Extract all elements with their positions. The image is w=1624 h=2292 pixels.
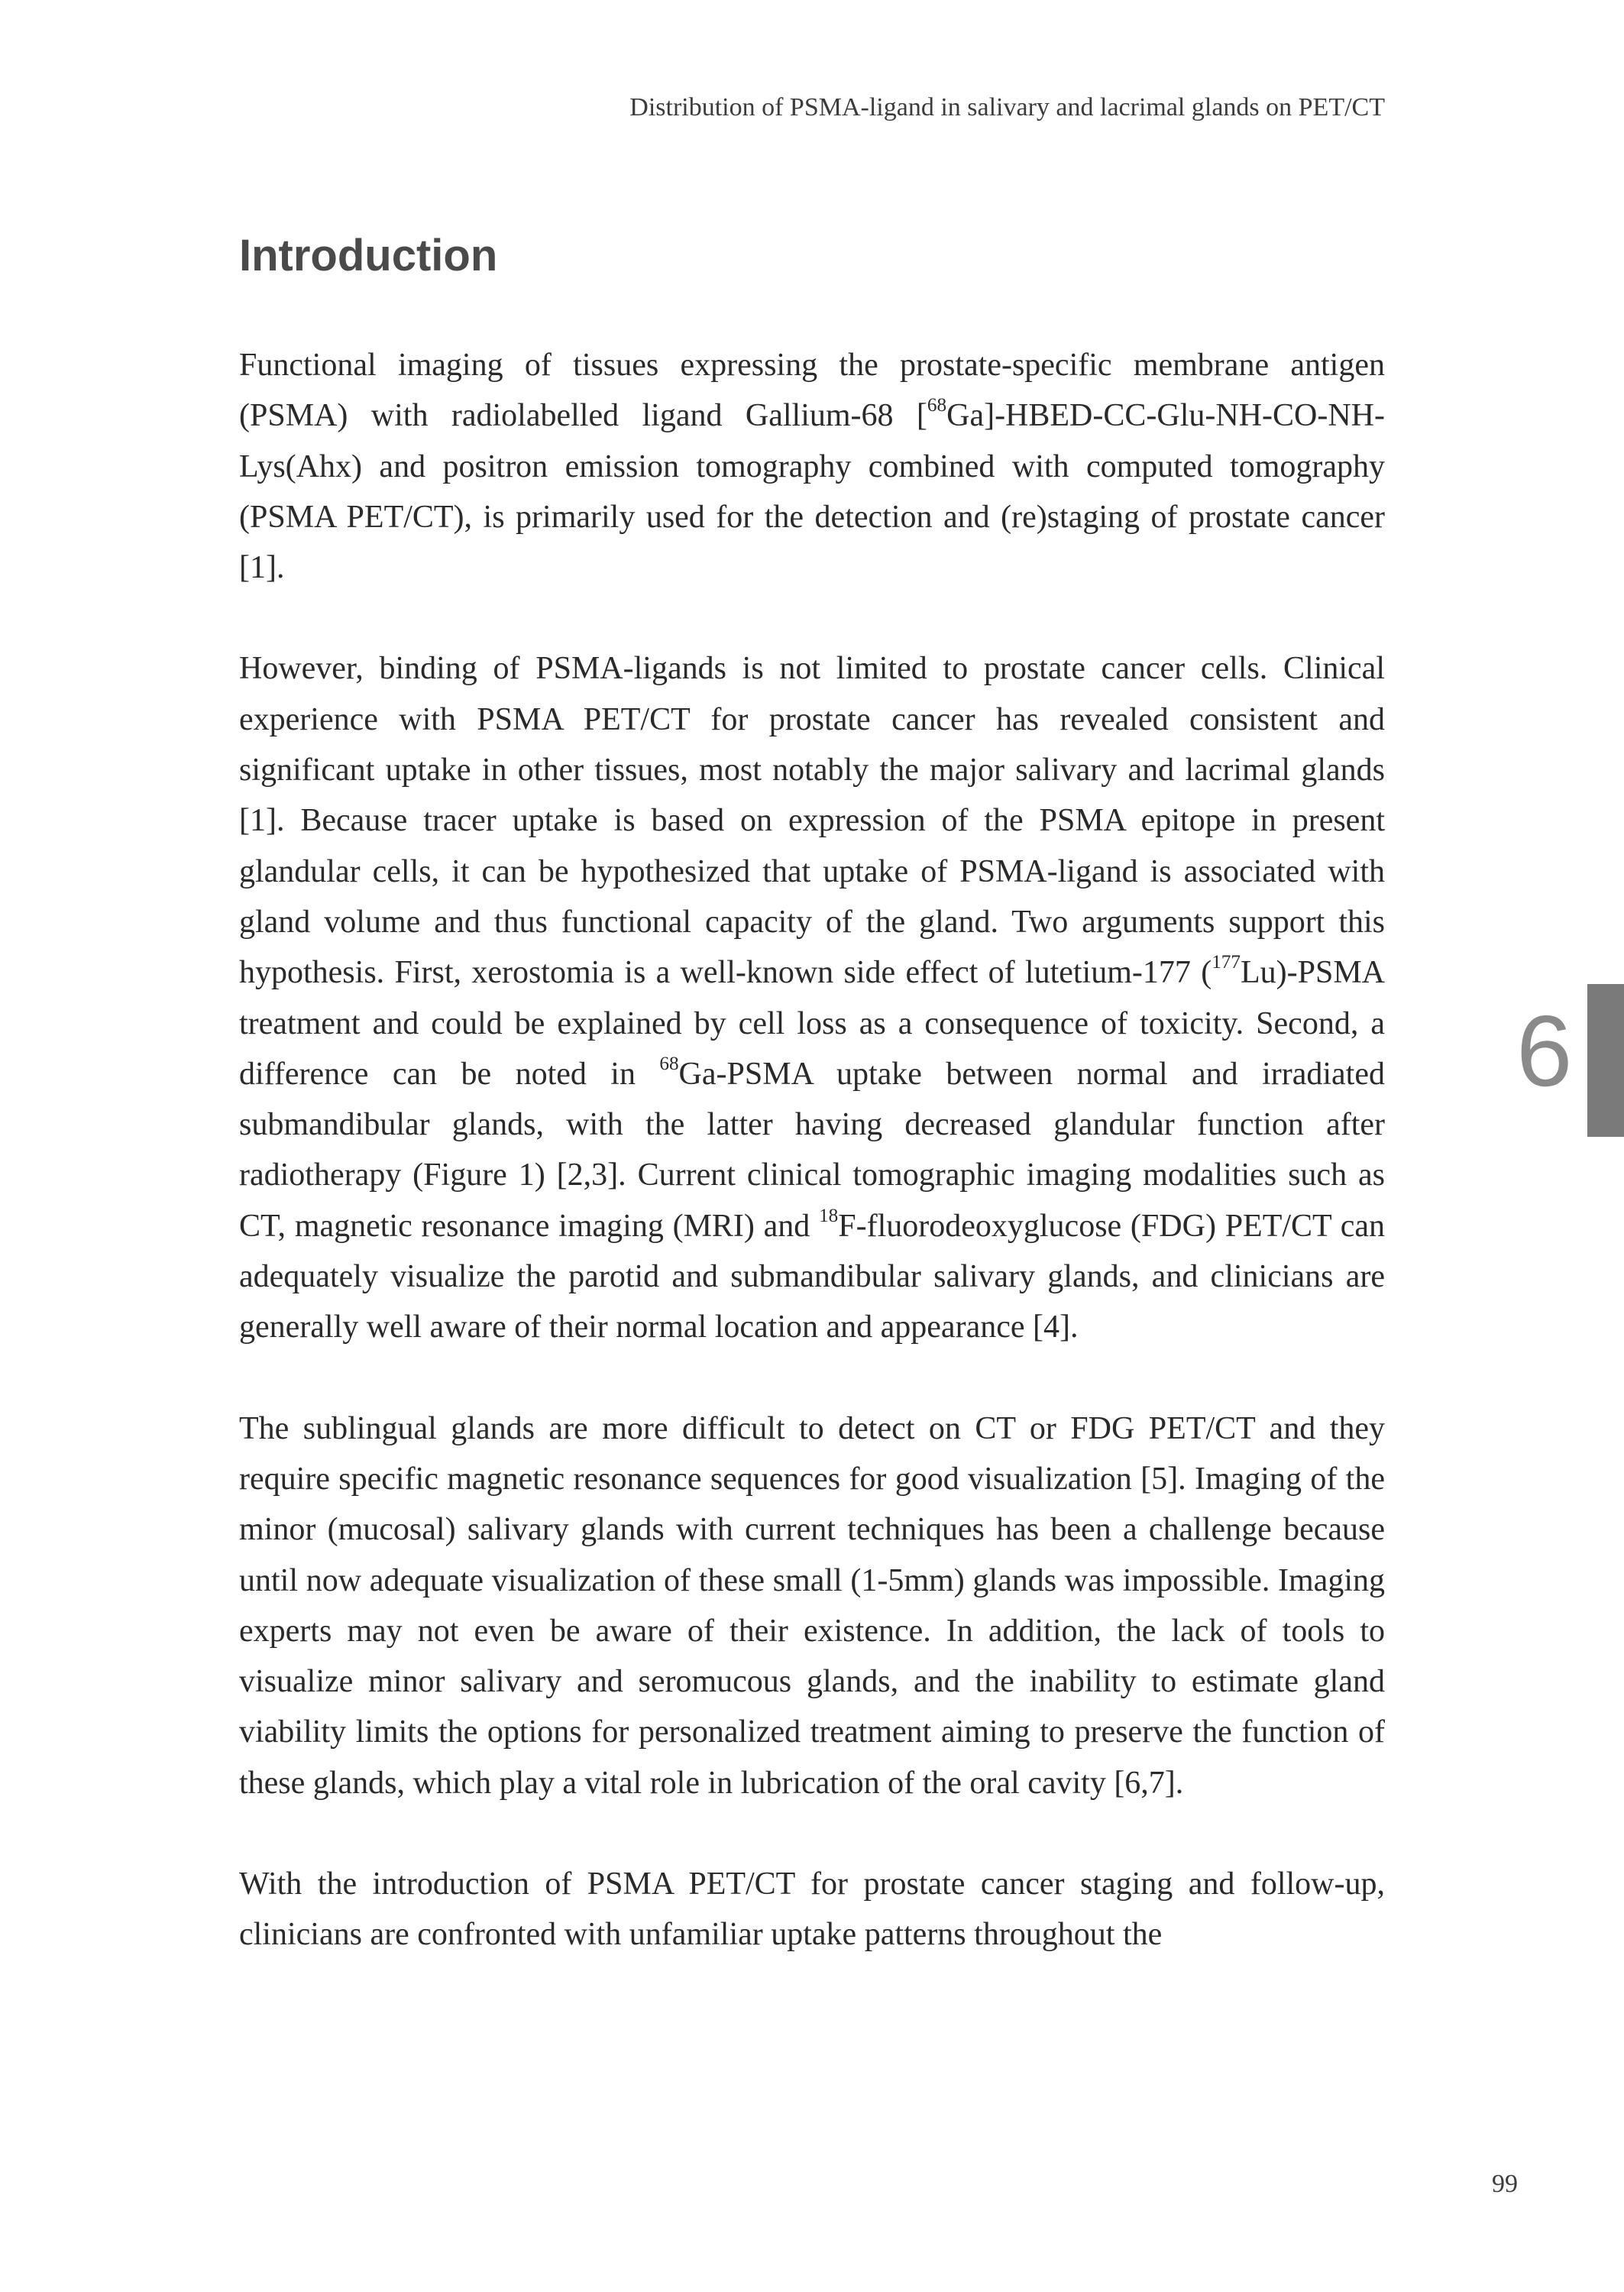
paragraph-text: With the introduction of PSMA PET/CT for prostate cancer staging and follow-up, clinicians are confronted with unfamiliar uptake patterns throughout the [239, 1866, 1385, 1953]
paragraph-text: Ga-PSMA uptake between normal and irradiated submandibular glands, with the latter having decreased glandular function after radiotherapy (Figure 1) [2,3]. Current clinical tomographic imaging modalities such as CT, magnetic resonance imaging (MRI) and [239, 1056, 1385, 1244]
chapter-number: 6 [1516, 995, 1573, 1107]
paragraph-text: Functional imaging of tissues expressing the prostate-specific membrane antigen (PSMA) with radiolabelled ligand Gallium-68 [ [239, 348, 1385, 434]
isotope-superscript: 68 [927, 395, 947, 416]
body-text [239, 340, 1385, 2011]
section-heading: Introduction [239, 231, 498, 280]
paragraph-3 [239, 1403, 1385, 1808]
isotope-superscript: 18 [819, 1205, 839, 1226]
paragraph-text: The sublingual glands are more difficult to detect on CT or FDG PET/CT and they require specific magnetic resonance sequences for good visualization [5]. Imaging of the minor (mucosal) salivary glands with current techniques has been a challenge because until now adequate visualization of these small (1-5mm) glands was impossible. Imaging experts may not even be aware of their existence. In addition, the lack of tools to visualize minor salivary and seromucous glands, and the inability to estimate gland viability limits the options for personalized treatment aiming to preserve the function of these glands, which play a vital role in lubrication of the oral cavity [6,7]. [239, 1410, 1385, 1801]
page-number: 99 [1492, 2170, 1518, 2198]
paragraph-text: F-fluorodeoxyglucose (FDG) PET/CT can adequately visualize the parotid and submandibular salivary glands, and clinicians are generally well aware of their normal location and appearance [4]. [239, 1208, 1385, 1345]
running-header: Distribution of PSMA-ligand in salivary and lacrimal glands on PET/CT [629, 93, 1385, 121]
paragraph-text: Ga]-HBED-CC-Glu-NH-CO-NH-Lys(Ahx) and positron emission tomography combined with computed tomography (PSMA PET/CT), is primarily used for the detection and (re)staging of prostate cancer [1]. [239, 398, 1385, 586]
paragraph-text: However, binding of PSMA-ligands is not limited to prostate cancer cells. Clinical experience with PSMA PET/CT for prostate cancer has revealed consistent and significant uptake in other tissues, most notably the major salivary and lacrimal glands [1]. Because tracer uptake is based on expression of the PSMA epitope in present glandular cells, it can be hypothesized that uptake of PSMA-ligand is associated with gland volume and thus functional capacity of the gland. Two arguments support this hypothesis. First, xerostomia is a well-known side effect of lutetium-177 ( [239, 651, 1385, 991]
isotope-superscript: 68 [659, 1053, 679, 1074]
isotope-superscript: 177 [1212, 952, 1241, 973]
paragraph-text: Lu)-PSMA treatment and could be explained by cell loss as a consequence of toxicity. Second, a difference can be noted in [239, 955, 1385, 1092]
paragraph-4 [239, 1859, 1385, 1960]
paragraph-2 [239, 643, 1385, 1352]
paragraph-1 [239, 340, 1385, 593]
chapter-tab [1587, 984, 1624, 1137]
